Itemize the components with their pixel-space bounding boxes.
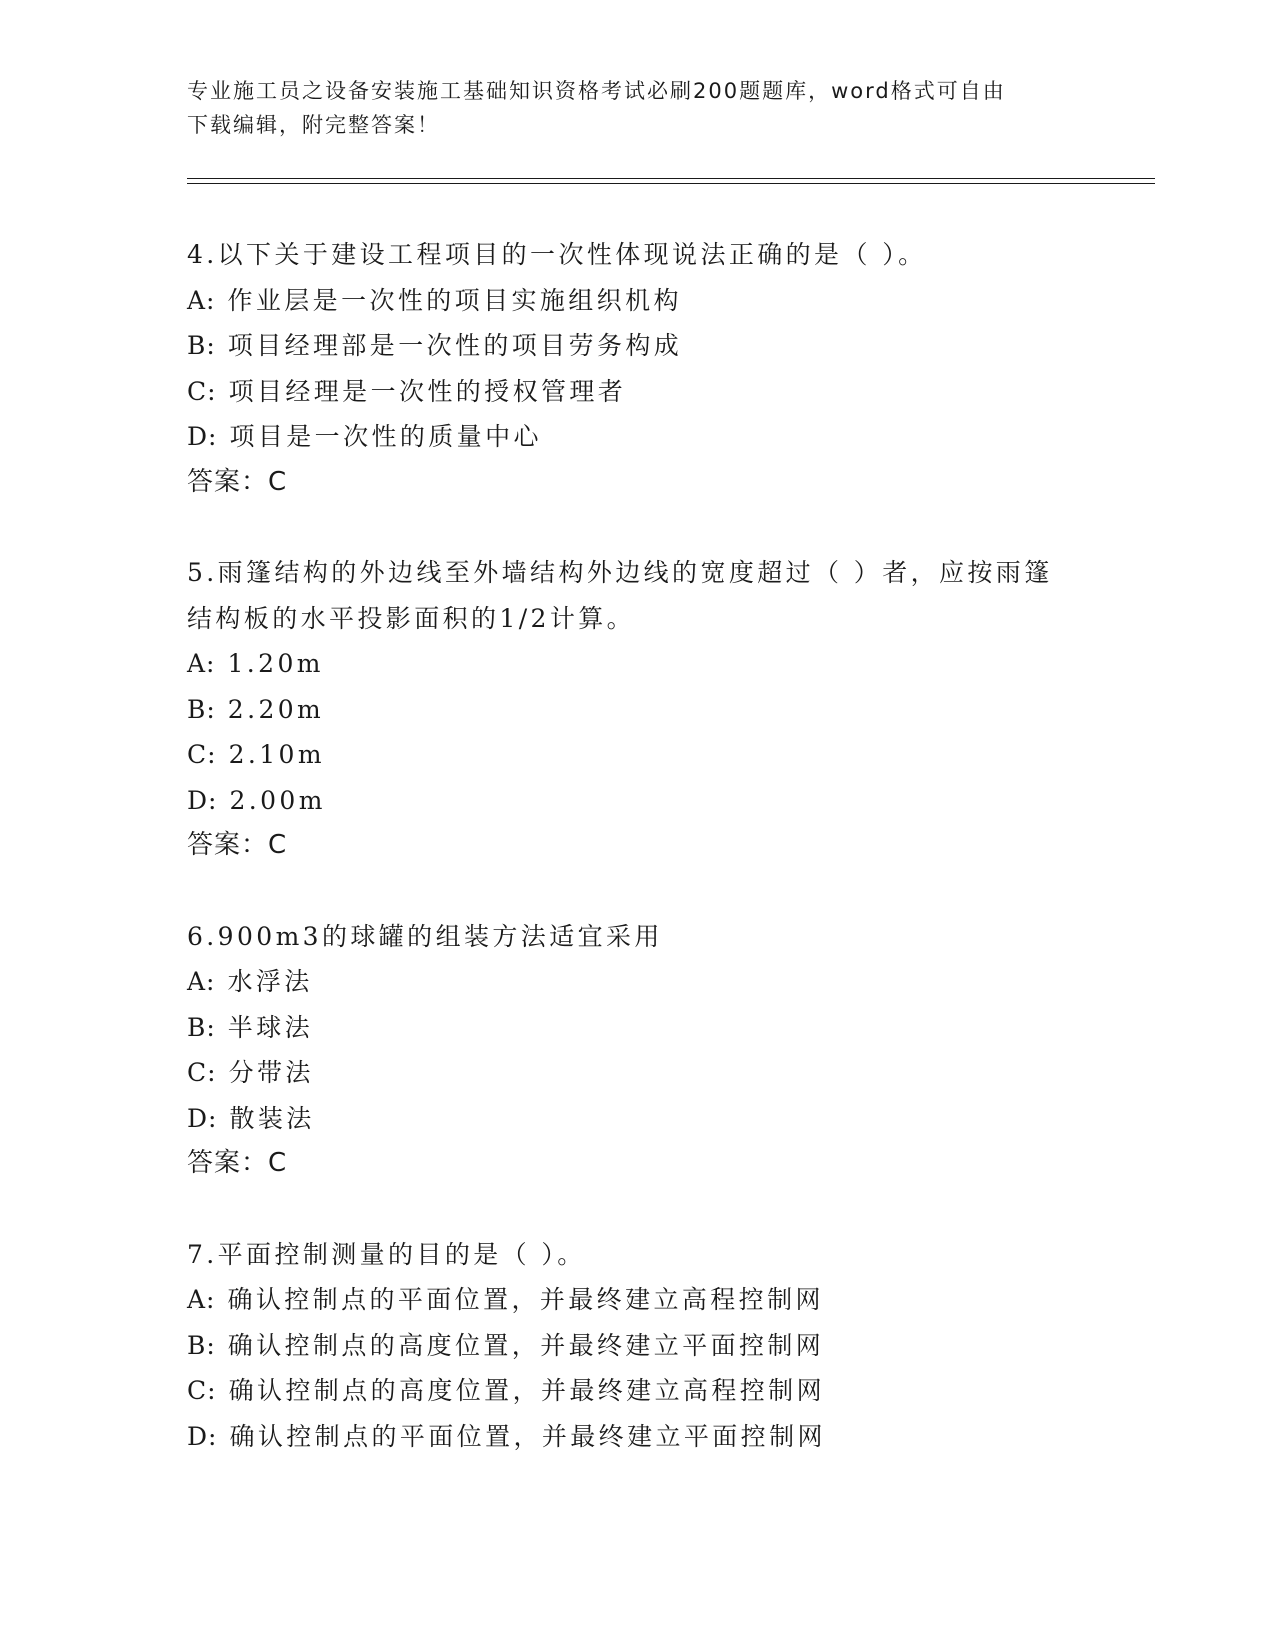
question-option bbox=[187, 641, 1127, 687]
question-stem: 7.平面控制测量的目的是（ ）。 bbox=[187, 1239, 586, 1269]
option-key: D: bbox=[187, 1103, 218, 1133]
option-text: 水浮法 bbox=[227, 967, 313, 996]
header-line-2: 下载编辑，附完整答案！ bbox=[187, 113, 440, 137]
option-text: 项目经理是一次性的授权管理者 bbox=[228, 376, 627, 406]
option-text: 2.20m bbox=[227, 694, 325, 724]
question-stem: 结构板的水平投影面积的1/2计算。 bbox=[187, 603, 636, 633]
option-key: B: bbox=[187, 1012, 216, 1042]
option-key: C: bbox=[187, 376, 217, 406]
question-option bbox=[187, 1005, 1127, 1051]
answer-line: 答案：C bbox=[187, 1148, 288, 1178]
question-block bbox=[187, 914, 1127, 1187]
question-option bbox=[187, 732, 1127, 778]
option-text: 1.20m bbox=[227, 649, 324, 678]
question-option bbox=[187, 959, 1127, 1005]
option-text: 散装法 bbox=[229, 1103, 315, 1133]
question-option bbox=[187, 1277, 1127, 1323]
option-key: D: bbox=[187, 785, 218, 815]
option-key: B: bbox=[187, 694, 216, 724]
option-key: C: bbox=[187, 740, 217, 769]
option-text: 分带法 bbox=[228, 1058, 314, 1087]
option-key: B: bbox=[187, 331, 216, 360]
option-key: C: bbox=[187, 1058, 217, 1087]
question-option bbox=[187, 1323, 1127, 1369]
question-block bbox=[187, 1232, 1127, 1460]
question-stem: 5.雨篷结构的外边线至外墙结构外边线的宽度超过（ ）者，应按雨篷 bbox=[187, 558, 1053, 587]
header-line-1: 专业施工员之设备安装施工基础知识资格考试必刷200题题库，word格式可自由 bbox=[187, 79, 1006, 103]
option-text: 2.10m bbox=[228, 740, 325, 769]
question-stem: 4.以下关于建设工程项目的一次性体现说法正确的是（ ）。 bbox=[187, 240, 927, 269]
option-key: A: bbox=[187, 649, 216, 678]
question-option bbox=[187, 1096, 1127, 1142]
option-text: 项目经理部是一次性的项目劳务构成 bbox=[227, 331, 683, 360]
question-option bbox=[187, 1050, 1127, 1096]
option-key: B: bbox=[187, 1330, 216, 1360]
option-key: C: bbox=[187, 1376, 217, 1405]
header-divider-top bbox=[187, 178, 1155, 179]
question-stem: 6.900m3的球罐的组装方法适宜采用 bbox=[187, 921, 663, 951]
question-option bbox=[187, 278, 1127, 324]
option-text: 确认控制点的高度位置，并最终建立高程控制网 bbox=[228, 1376, 825, 1405]
answer-line: 答案：C bbox=[187, 466, 288, 497]
option-key: D: bbox=[187, 1421, 218, 1451]
header-divider-bottom bbox=[187, 183, 1155, 184]
question-list bbox=[187, 232, 1127, 1459]
document-header bbox=[187, 74, 1087, 142]
question-option bbox=[187, 687, 1127, 733]
question-option bbox=[187, 414, 1127, 460]
question-option bbox=[187, 1414, 1127, 1460]
option-text: 确认控制点的平面位置，并最终建立高程控制网 bbox=[227, 1285, 824, 1314]
answer-line: 答案：C bbox=[187, 830, 288, 860]
option-key: D: bbox=[187, 422, 218, 451]
option-key: A: bbox=[187, 285, 216, 315]
option-text: 2.00m bbox=[229, 785, 326, 815]
question-option bbox=[187, 323, 1127, 369]
option-text: 半球法 bbox=[227, 1012, 313, 1042]
question-option bbox=[187, 1368, 1127, 1414]
option-key: A: bbox=[187, 1285, 216, 1314]
question-block bbox=[187, 550, 1127, 869]
option-key: A: bbox=[187, 967, 216, 996]
question-block bbox=[187, 232, 1127, 505]
option-text: 项目是一次性的质量中心 bbox=[229, 422, 542, 451]
option-text: 确认控制点的平面位置，并最终建立平面控制网 bbox=[229, 1421, 826, 1451]
question-option bbox=[187, 369, 1127, 415]
option-text: 作业层是一次性的项目实施组织机构 bbox=[227, 285, 682, 315]
question-option bbox=[187, 778, 1127, 824]
option-text: 确认控制点的高度位置，并最终建立平面控制网 bbox=[227, 1330, 825, 1360]
